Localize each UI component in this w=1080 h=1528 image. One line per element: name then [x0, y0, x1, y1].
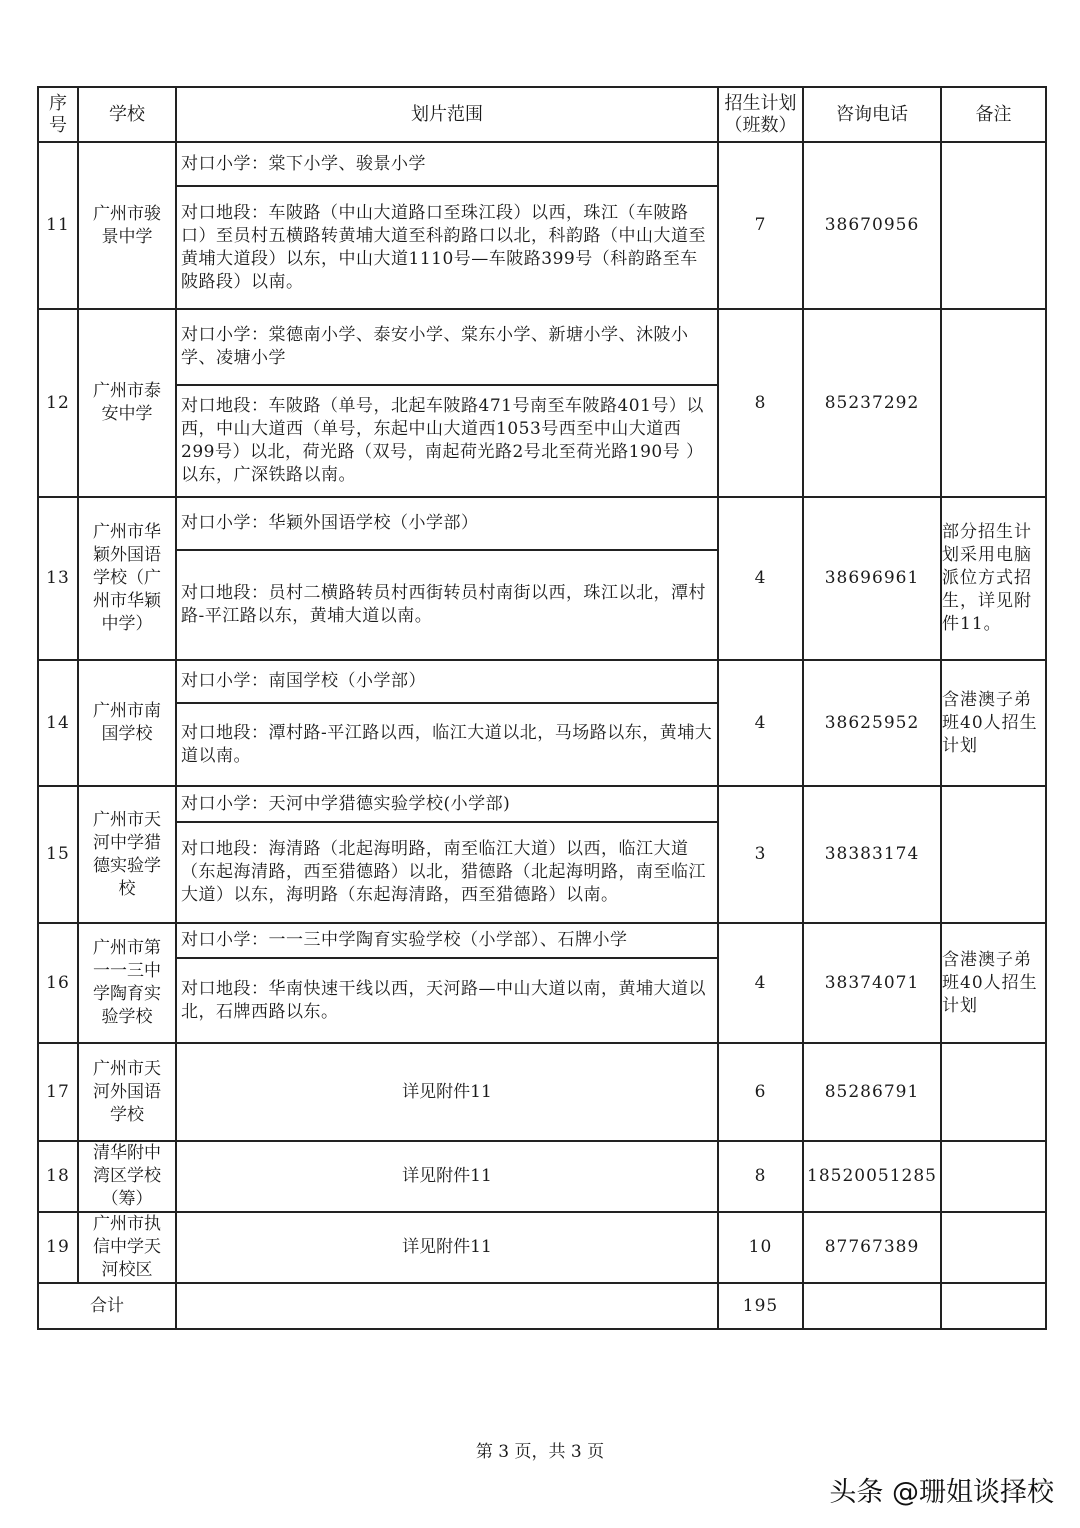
- row-school: 广州市第 一一三中 学陶育实 验学校: [78, 923, 176, 1043]
- scope-text: 对口地段：车陂路（中山大道路口至珠江段）以西，珠江（车陂路口）至员村五横路转黄埔大道至科韵路口以北，科韵路（中山大道至黄埔大道段）以东，中山大道1110号—车陂路399号（科韵路至车陂路段）以南。: [181, 202, 706, 292]
- total-note: [941, 1283, 1046, 1329]
- table-row: [38, 786, 1046, 923]
- row-note: [941, 142, 1046, 309]
- scope-text: 对口小学：棠德南小学、泰安小学、棠东小学、新塘小学、沐陂小学、凌塘小学: [181, 325, 689, 368]
- row-scope: [176, 660, 718, 786]
- row-plan: 8: [718, 309, 803, 497]
- row-school: 清华附中 湾区学校 （筹）: [78, 1141, 176, 1212]
- row-seq: 18: [38, 1141, 78, 1212]
- total-plan: 195: [718, 1283, 803, 1329]
- row-seq: 17: [38, 1043, 78, 1141]
- table-row: [38, 1043, 1046, 1141]
- row-scope: [176, 786, 718, 923]
- row-plan: 10: [718, 1212, 803, 1283]
- row-school: 广州市天 河外国语 学校: [78, 1043, 176, 1141]
- scope-text: 对口小学：华颖外国语学校（小学部）: [181, 513, 479, 533]
- scope-text: 对口小学：棠下小学、骏景小学: [181, 153, 426, 174]
- scope-district: [177, 551, 717, 659]
- row-phone: 38383174: [803, 786, 941, 923]
- row-seq: 12: [38, 309, 78, 497]
- row-note: [941, 1212, 1046, 1283]
- scope-text: 对口地段：潭村路-平江路以西，临江大道以北，马场路以东，黄埔大道以南。: [181, 722, 713, 766]
- row-note: [941, 1043, 1046, 1141]
- scope-text: 对口小学：一一三中学陶育实验学校（小学部）、石牌小学: [181, 930, 628, 950]
- scope-district: [177, 959, 717, 1042]
- table-row: [38, 1212, 1046, 1283]
- row-scope: [176, 142, 718, 309]
- header-row: [38, 87, 1046, 142]
- scope-district: [177, 386, 717, 496]
- watermark: 头条 @珊姐谈择校: [829, 1477, 1054, 1508]
- row-plan: 4: [718, 660, 803, 786]
- row-school: 广州市骏 景中学: [78, 142, 176, 309]
- row-scope: 详见附件11: [176, 1212, 718, 1283]
- table-row: [38, 1141, 1046, 1212]
- header-plan: 招生计划 （班数）: [718, 87, 803, 142]
- enrollment-table: [37, 86, 1047, 1330]
- scope-primary-schools: [177, 498, 717, 551]
- row-plan: 7: [718, 142, 803, 309]
- scope-text: 对口地段：海清路（北起海明路，南至临江大道）以西，临江大道（东起海清路，西至猎德路）以北，猎德路（北起海明路，南至临江大道）以东，海明路（东起海清路，西至猎德路）以南。: [181, 839, 706, 905]
- scope-primary-schools: [177, 924, 717, 959]
- scope-text: 对口小学：南国学校（小学部）: [181, 671, 426, 691]
- row-plan: 4: [718, 923, 803, 1043]
- page-footer: 第 3 页，共 3 页: [475, 1442, 605, 1462]
- row-school: 广州市华 颖外国语 学校（广 州市华颖 中学）: [78, 497, 176, 660]
- row-school: 广州市泰 安中学: [78, 309, 176, 497]
- table-row: [38, 142, 1046, 309]
- scope-text: 对口小学：天河中学猎德实验学校(小学部): [181, 793, 511, 814]
- row-phone: 85286791: [803, 1043, 941, 1141]
- total-label: 合计: [38, 1283, 176, 1329]
- scope-primary-schools: [177, 787, 717, 823]
- row-scope: 详见附件11: [176, 1141, 718, 1212]
- row-plan: 6: [718, 1043, 803, 1141]
- row-scope: [176, 309, 718, 497]
- table-row: [38, 309, 1046, 497]
- row-school: 广州市南 国学校: [78, 660, 176, 786]
- row-seq: 11: [38, 142, 78, 309]
- row-note: 含港澳子弟班40人招生计划: [941, 923, 1046, 1043]
- row-plan: 4: [718, 497, 803, 660]
- scope-district: [177, 704, 717, 785]
- row-scope: [176, 923, 718, 1043]
- total-phone: [803, 1283, 941, 1329]
- row-seq: 15: [38, 786, 78, 923]
- row-phone: 18520051285: [803, 1141, 941, 1212]
- table-row: [38, 497, 1046, 660]
- row-plan: 3: [718, 786, 803, 923]
- row-phone: 38696961: [803, 497, 941, 660]
- header-note: 备注: [941, 87, 1046, 142]
- scope-text: 对口地段：车陂路（单号，北起车陂路471号南至车陂路401号）以西，中山大道西（单号，东起中山大道西1053号西至中山大道西299号）以北，荷光路（双号，南起荷光路2号北至荷光路190号 ）以东，广深铁路以南。: [181, 396, 704, 485]
- table-row: [38, 660, 1046, 786]
- row-plan: 8: [718, 1141, 803, 1212]
- row-phone: 38625952: [803, 660, 941, 786]
- row-school: 广州市天 河中学猎 德实验学 校: [78, 786, 176, 923]
- row-seq: 14: [38, 660, 78, 786]
- row-seq: 16: [38, 923, 78, 1043]
- header-phone: 咨询电话: [803, 87, 941, 142]
- header-scope: 划片范围: [176, 87, 718, 142]
- row-scope: 详见附件11: [176, 1043, 718, 1141]
- row-note: [941, 786, 1046, 923]
- row-note: [941, 309, 1046, 497]
- scope-text: 对口地段：员村二横路转员村西街转员村南街以西，珠江以北，潭村路-平江路以东，黄埔大道以南。: [181, 583, 706, 626]
- row-phone: 38670956: [803, 142, 941, 309]
- row-note: 含港澳子弟班40人招生计划: [941, 660, 1046, 786]
- row-phone: 87767389: [803, 1212, 941, 1283]
- row-scope: [176, 497, 718, 660]
- row-note: 部分招生计划采用电脑派位方式招生，详见附件11。: [941, 497, 1046, 660]
- table-row: [38, 923, 1046, 1043]
- header-seq: 序 号: [38, 87, 78, 142]
- scope-text: 对口地段：华南快速干线以西，天河路—中山大道以南，黄埔大道以北，石牌西路以东。: [181, 978, 706, 1022]
- scope-primary-schools: [177, 661, 717, 704]
- total-row: [38, 1283, 1046, 1329]
- header-school: 学校: [78, 87, 176, 142]
- row-phone: 38374071: [803, 923, 941, 1043]
- scope-district: [177, 823, 717, 922]
- row-phone: 85237292: [803, 309, 941, 497]
- total-scope: [176, 1283, 718, 1329]
- row-seq: 19: [38, 1212, 78, 1283]
- row-note: [941, 1141, 1046, 1212]
- scope-primary-schools: [177, 143, 717, 187]
- row-seq: 13: [38, 497, 78, 660]
- scope-district: [177, 187, 717, 308]
- row-school: 广州市执 信中学天 河校区: [78, 1212, 176, 1283]
- scope-primary-schools: [177, 310, 717, 386]
